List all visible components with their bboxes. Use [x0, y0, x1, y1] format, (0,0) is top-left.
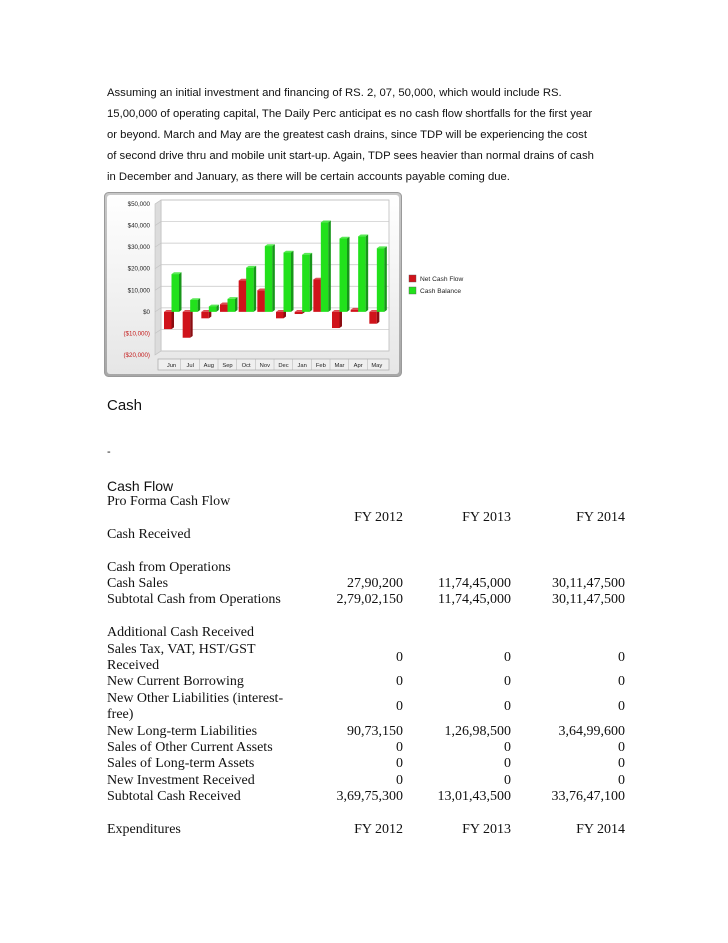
section-heading: Cash Received	[107, 526, 191, 542]
bar-cash-balance	[172, 272, 182, 312]
x-tick-label: Jul	[186, 363, 194, 369]
row-value: 33,76,47,100	[551, 789, 625, 805]
row-value: 0	[396, 699, 403, 715]
row-label: Subtotal Cash from Operations	[107, 592, 281, 608]
bar-cash-balance-side	[235, 297, 238, 312]
bar-cash-balance-face	[265, 246, 273, 312]
row-label: Subtotal Cash Received	[107, 789, 241, 805]
cash-flow-heading: Cash Flow	[107, 478, 174, 494]
bar-net-cash-flow-face	[257, 290, 265, 312]
row-value: 0	[504, 699, 511, 715]
bar-cash-balance-face	[172, 274, 180, 312]
row-value: 0	[396, 674, 403, 690]
x-tick-label: May	[371, 363, 383, 369]
y-tick-label: $0	[143, 308, 150, 316]
column-header-row	[107, 510, 625, 526]
bar-cash-balance-face	[190, 300, 198, 312]
column-header: FY 2014	[576, 510, 625, 526]
bar-net-cash-flow-side	[340, 310, 343, 328]
paragraph-line: in December and January, as there will be certain accounts payable coming due.	[107, 171, 510, 183]
table-row	[107, 789, 625, 805]
paragraph-line: or beyond. March and May are the greatest cash drains, since TDP will be experiencing the cost	[107, 129, 587, 141]
paragraph-line: of second drive thru and mobile unit start-up. Again, TDP sees heavier than normal drains of cash	[107, 150, 594, 162]
paragraph-line: 15,00,000 of operating capital, The Daily Perc anticipat es no cash flow shortfalls for the first year	[107, 108, 593, 120]
y-tick-label: ($10,000)	[123, 330, 150, 338]
legend-swatch	[409, 275, 416, 282]
bar-net-cash-flow-side	[190, 310, 193, 338]
bar-cash-balance-face	[321, 222, 329, 312]
table-row	[107, 576, 625, 592]
bar-net-cash-flow	[183, 310, 193, 338]
bar-cash-balance-face	[377, 248, 385, 312]
y-tick-label: $50,000	[127, 201, 150, 208]
row-value: 27,90,200	[347, 576, 403, 592]
bar-net-cash-flow-side	[172, 310, 175, 329]
row-label: New Investment Received	[107, 772, 255, 788]
row-label: Sales of Long-term Assets	[107, 756, 255, 772]
x-tick-label: Oct	[241, 363, 251, 369]
section-heading: Additional Cash Received	[107, 625, 254, 641]
expenditures-header-row	[107, 822, 625, 838]
bar-cash-balance	[190, 298, 200, 312]
x-tick-label: Apr	[353, 363, 363, 369]
row-value: 0	[396, 772, 403, 788]
bar-cash-balance-face	[228, 299, 236, 312]
row-value: 11,74,45,000	[438, 576, 511, 592]
table-row	[107, 724, 625, 740]
bar-cash-balance	[358, 235, 368, 312]
row-value: 0	[504, 649, 511, 665]
section-heading: Expenditures	[107, 822, 181, 838]
row-value: 90,73,150	[347, 723, 403, 739]
bar-cash-balance-side	[310, 253, 313, 312]
row-label: Sales of Other Current Assets	[107, 740, 273, 756]
bar-cash-balance	[209, 305, 219, 312]
bar-net-cash-flow-face	[183, 312, 191, 338]
row-label: New Long-term Liabilities	[107, 723, 258, 739]
x-tick-label: Mar	[334, 363, 345, 369]
row-value: 0	[504, 674, 511, 690]
row-value: 0	[504, 740, 511, 756]
table-row	[107, 691, 625, 724]
bar-cash-balance	[284, 251, 294, 312]
bar-net-cash-flow-face	[239, 281, 247, 312]
column-header: FY 2014	[576, 822, 625, 838]
x-tick-label: Nov	[259, 363, 270, 369]
column-header: FY 2012	[354, 510, 403, 526]
bar-cash-balance	[302, 253, 312, 312]
column-header: FY 2013	[462, 822, 511, 838]
bar-net-cash-flow-face	[351, 310, 359, 312]
row-value: 1,26,98,500	[444, 723, 511, 739]
table-row	[107, 642, 625, 675]
x-tick-label: Feb	[315, 363, 326, 369]
bar-cash-balance-face	[302, 255, 310, 312]
bar-cash-balance	[246, 266, 256, 312]
bar-net-cash-flow-face	[332, 312, 340, 328]
row-value: 0	[618, 649, 625, 665]
bar-cash-balance-side	[384, 246, 387, 311]
row-value: 2,79,02,150	[336, 592, 403, 608]
bar-net-cash-flow-face	[164, 312, 172, 329]
bar-cash-balance-face	[340, 239, 348, 312]
bar-cash-balance-side	[254, 266, 257, 312]
row-value: 3,64,99,600	[558, 723, 625, 739]
row-value: 0	[618, 756, 625, 772]
row-value: 0	[618, 740, 625, 756]
x-tick-label: Aug	[203, 363, 214, 369]
legend-label: Cash Balance	[420, 288, 462, 295]
row-value: 13,01,43,500	[437, 789, 511, 805]
bar-cash-balance-face	[209, 306, 217, 311]
dash-marker: -	[107, 446, 111, 458]
section-heading: Cash from Operations	[107, 559, 231, 575]
bar-cash-balance-face	[284, 253, 292, 312]
bar-net-cash-flow	[332, 310, 342, 328]
bar-cash-balance-face	[358, 236, 366, 312]
row-value: 0	[618, 674, 625, 690]
row-label: New Current Borrowing	[107, 674, 244, 690]
bar-cash-balance-side	[291, 251, 294, 312]
table-row	[107, 674, 625, 690]
row-value: 0	[504, 756, 511, 772]
y-tick-label: ($20,000)	[123, 352, 150, 359]
row-value: 3,69,75,300	[336, 789, 403, 805]
bar-net-cash-flow-face	[295, 312, 303, 314]
row-value: 11,74,45,000	[438, 592, 511, 608]
cash-heading: Cash	[107, 397, 143, 414]
bar-net-cash-flow-face	[313, 280, 321, 312]
bar-net-cash-flow	[164, 310, 174, 329]
x-tick-label: Jan	[297, 363, 307, 369]
bar-net-cash-flow	[369, 310, 379, 324]
row-value: 0	[396, 740, 403, 756]
y-tick-label: $30,000	[127, 244, 150, 252]
table-row	[107, 773, 625, 789]
table-title-row	[107, 494, 625, 510]
bar-cash-balance	[340, 237, 350, 312]
bar-cash-balance-side	[272, 244, 275, 312]
y-tick-label: $40,000	[127, 222, 150, 230]
column-header: FY 2013	[462, 510, 511, 526]
plot-area	[161, 200, 389, 351]
row-label: Sales Tax, VAT, HST/GST Received	[107, 641, 256, 674]
x-tick-label: Jun	[166, 363, 177, 369]
bar-net-cash-flow-side	[377, 310, 380, 324]
row-value: 30,11,47,500	[552, 576, 625, 592]
y-tick-label: $20,000	[127, 265, 150, 273]
row-value: 0	[396, 756, 403, 772]
legend-label: Net Cash Flow	[420, 276, 464, 283]
x-tick-label: Dec	[278, 363, 289, 369]
bar-cash-balance-side	[366, 235, 369, 312]
bar-cash-balance-side	[198, 298, 201, 312]
bar-cash-balance-face	[246, 268, 254, 312]
paragraph-line: Assuming an initial investment and financing of RS. 2, 07, 50,000, which would include RS.	[107, 87, 562, 99]
row-label: New Other Liabilities (interest- free)	[107, 690, 284, 723]
row-value: 0	[396, 649, 403, 665]
row-value: 0	[618, 772, 625, 788]
table-row	[107, 592, 625, 608]
row-value: 0	[618, 699, 625, 715]
bar-cash-balance	[265, 244, 275, 312]
bar-cash-balance-side	[179, 272, 182, 312]
cash-flow-chart	[104, 192, 489, 377]
bar-net-cash-flow-face	[276, 312, 284, 318]
row-value: 0	[504, 772, 511, 788]
bar-cash-balance-side	[347, 237, 350, 312]
y-tick-label: $10,000	[127, 287, 150, 295]
bar-net-cash-flow-face	[369, 312, 377, 324]
row-label: Cash Sales	[107, 576, 169, 592]
row-value: 30,11,47,500	[552, 592, 625, 608]
bar-cash-balance	[228, 297, 238, 312]
pro-forma-table	[107, 494, 625, 838]
bar-cash-balance	[321, 221, 331, 312]
bar-cash-balance-side	[328, 221, 331, 312]
column-header: FY 2012	[354, 822, 403, 838]
bar-net-cash-flow-face	[201, 312, 209, 318]
table-row	[107, 756, 625, 772]
legend-swatch	[409, 287, 416, 294]
table-title: Pro Forma Cash Flow	[107, 494, 231, 509]
intro-paragraph	[107, 83, 627, 188]
bar-cash-balance	[377, 246, 387, 311]
x-tick-label: Sep	[222, 363, 233, 369]
bar-net-cash-flow-face	[220, 304, 228, 312]
table-row	[107, 740, 625, 756]
